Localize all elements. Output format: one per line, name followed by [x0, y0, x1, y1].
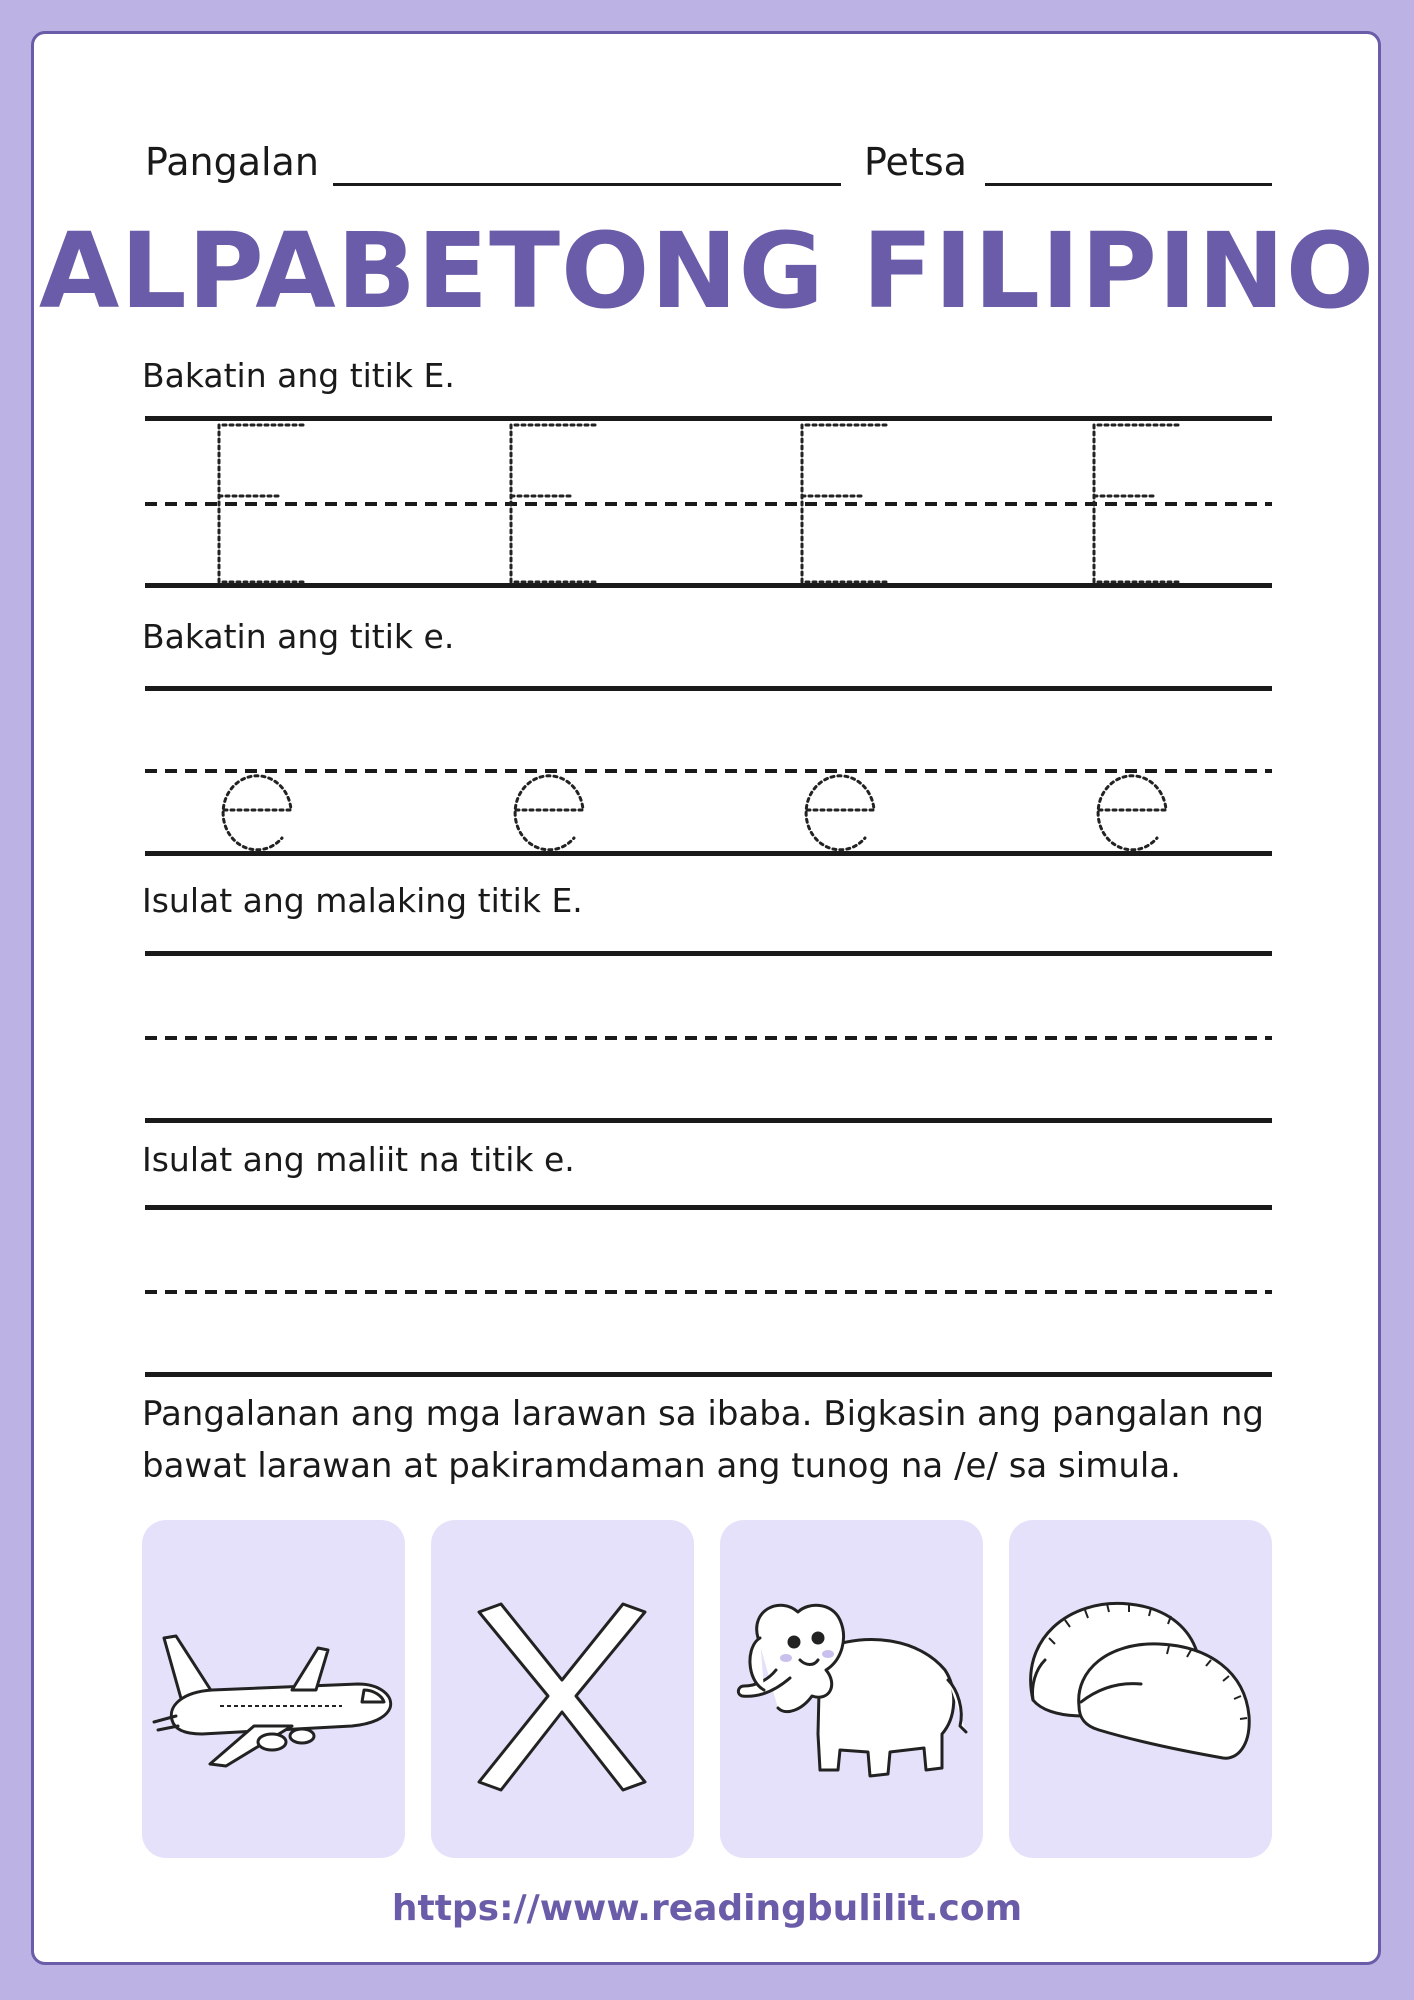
instruction-write-uppercase: Isulat ang malaking titik E. [142, 881, 583, 920]
writing-base-line[interactable] [145, 1118, 1272, 1123]
writing-top-line[interactable] [145, 951, 1272, 956]
footer-url-link[interactable]: https://www.readingbulilit.com [391, 1888, 1023, 1929]
airplane-icon [142, 1520, 405, 1858]
date-field-line[interactable] [985, 183, 1272, 186]
writing-mid-line[interactable] [145, 1036, 1272, 1040]
writing-base-line [145, 583, 1272, 588]
page-title: ALPABETONG FILIPINO [38, 210, 1376, 332]
picture-card-airplane[interactable] [142, 1520, 405, 1858]
picture-card-empanada[interactable] [1009, 1520, 1272, 1858]
writing-mid-line [145, 769, 1272, 773]
writing-top-line[interactable] [145, 1205, 1272, 1210]
writing-mid-line [145, 502, 1272, 506]
writing-base-line[interactable] [145, 1372, 1272, 1377]
name-field-line[interactable] [333, 183, 841, 186]
writing-top-line [145, 686, 1272, 691]
elephant-icon [720, 1520, 983, 1858]
name-label: Pangalan [145, 140, 319, 184]
writing-mid-line[interactable] [145, 1290, 1272, 1294]
instruction-trace-lowercase: Bakatin ang titik e. [142, 617, 455, 656]
date-label: Petsa [864, 140, 967, 184]
writing-top-line [145, 416, 1272, 421]
letter-x-icon [431, 1520, 694, 1858]
empanada-icon [1009, 1520, 1272, 1858]
instruction-trace-uppercase: Bakatin ang titik E. [142, 356, 455, 395]
writing-base-line [145, 851, 1272, 856]
picture-card-elephant[interactable] [720, 1520, 983, 1858]
instruction-write-lowercase: Isulat ang maliit na titik e. [142, 1140, 575, 1179]
picture-card-letter-x[interactable] [431, 1520, 694, 1858]
picture-instruction: Pangalanan ang mga larawan sa ibaba. Bigkasin ang pangalan ng bawat larawan at pakiramdaman ang tunog na /e/ sa simula. [142, 1394, 1264, 1486]
